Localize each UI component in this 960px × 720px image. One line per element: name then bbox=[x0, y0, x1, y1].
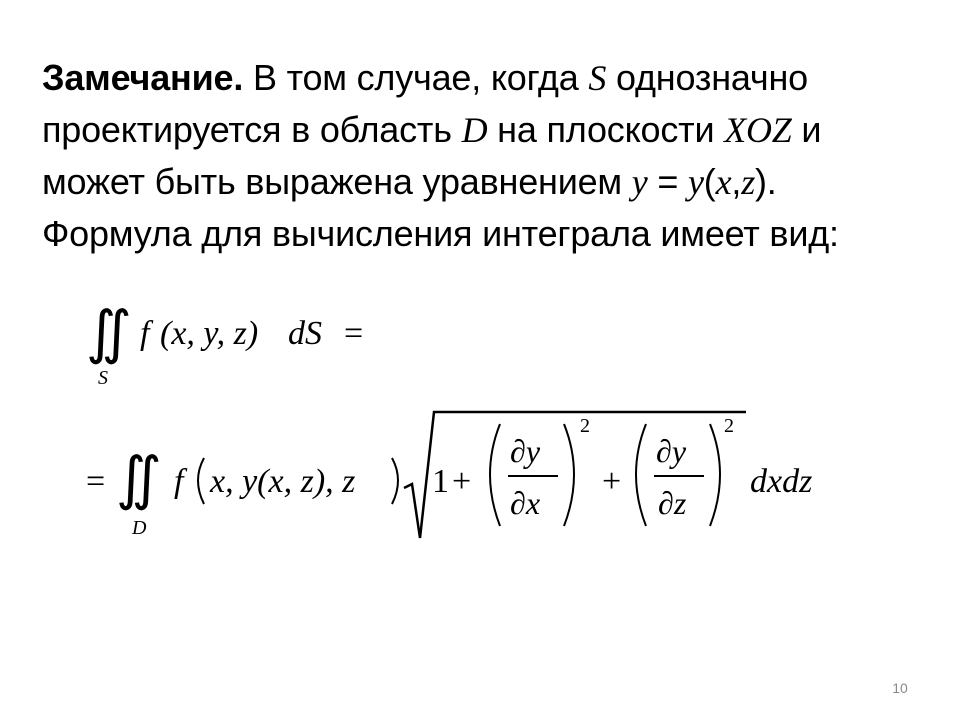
area-element-dxdz: dxdz bbox=[750, 463, 813, 500]
variable-d: D bbox=[461, 110, 488, 150]
text-fragment: , bbox=[731, 161, 742, 202]
right-bracket bbox=[392, 458, 398, 504]
partial-dz: ∂z bbox=[658, 485, 687, 521]
projection-integral-formula bbox=[86, 400, 846, 550]
double-integral-sign: ∬ bbox=[116, 446, 162, 511]
left-paren bbox=[490, 424, 500, 526]
right-paren bbox=[564, 424, 574, 526]
equals-sign: = bbox=[344, 315, 364, 352]
equals-sign: = bbox=[86, 463, 106, 500]
surface-element-ds: dS bbox=[288, 315, 322, 352]
exponent-two: 2 bbox=[580, 415, 590, 437]
function-f: f bbox=[174, 463, 184, 500]
paragraph-line-2 bbox=[42, 104, 922, 156]
integration-region-d: D bbox=[132, 517, 147, 539]
variable-x: x bbox=[715, 162, 732, 202]
plus-sign: + bbox=[452, 463, 472, 500]
partial-dy: ∂y bbox=[510, 433, 541, 469]
paragraph-line-4 bbox=[42, 208, 922, 260]
text-fragment: может быть выражена уравнением bbox=[42, 161, 632, 202]
plus-sign: + bbox=[602, 463, 622, 500]
paragraph-line-1 bbox=[42, 52, 922, 104]
text-fragment: проектируется в область bbox=[42, 109, 462, 150]
text-fragment: однозначно bbox=[606, 57, 808, 98]
function-arguments: x, y(x, z), z bbox=[210, 463, 356, 500]
function-arguments: (x, y, z) bbox=[160, 315, 259, 352]
variable-z: z bbox=[741, 162, 755, 202]
text-fragment: и bbox=[791, 109, 822, 150]
function-y: y bbox=[688, 162, 704, 202]
constant-one: 1 bbox=[432, 463, 449, 500]
left-paren bbox=[636, 424, 646, 526]
exponent-two: 2 bbox=[724, 415, 734, 437]
partial-dx: ∂x bbox=[510, 485, 541, 521]
text-fragment: ). bbox=[755, 161, 777, 202]
left-bracket bbox=[198, 458, 204, 504]
plane-xoz: XOZ bbox=[724, 110, 792, 150]
double-integral-sign: ∬ bbox=[86, 300, 132, 365]
text-fragment: Формула для вычисления интеграла имеет вид: bbox=[42, 213, 839, 254]
page-number: 10 bbox=[892, 680, 908, 696]
text-fragment: ( bbox=[703, 161, 716, 202]
surface-integral-formula bbox=[86, 292, 406, 392]
function-f: f bbox=[140, 315, 150, 352]
partial-dy: ∂y bbox=[656, 433, 687, 469]
remark-paragraph bbox=[42, 52, 922, 260]
remark-label: Замечание. bbox=[42, 57, 244, 98]
text-fragment: на плоскости bbox=[487, 109, 725, 150]
text-fragment: В том случае, когда bbox=[243, 57, 589, 98]
variable-s: S bbox=[588, 58, 607, 98]
paragraph-line-3 bbox=[42, 156, 922, 208]
integration-region-s: S bbox=[98, 367, 108, 389]
variable-y: y bbox=[631, 162, 648, 202]
text-fragment: = bbox=[647, 161, 689, 202]
right-paren bbox=[710, 424, 720, 526]
